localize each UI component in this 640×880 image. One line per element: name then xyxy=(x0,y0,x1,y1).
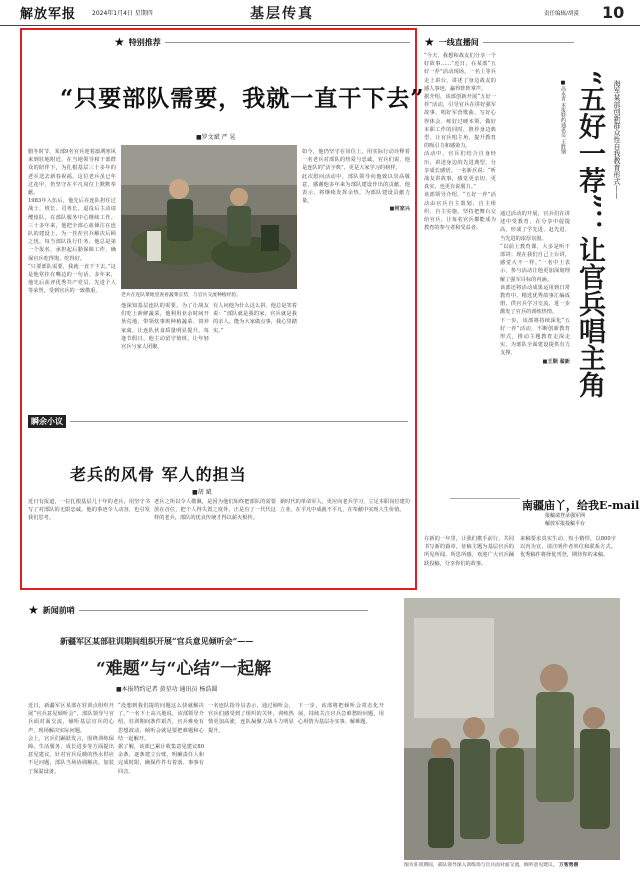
feature-column-2 xyxy=(121,302,209,410)
column-tag-news xyxy=(28,602,368,618)
column-tag-right xyxy=(424,34,574,50)
star-icon: ★ xyxy=(28,603,39,617)
feature-column-4 xyxy=(302,148,410,410)
paragraph: 新时代的革命军人，更应向老兵学习，立足本职岗位建功立业，在平凡中成就不平凡，在奉献中实现人生价值。 xyxy=(280,499,410,514)
star-icon: ★ xyxy=(114,35,125,49)
section-title: 基层传真 xyxy=(250,6,314,22)
divider xyxy=(79,610,368,611)
soldiers-photo-illustration xyxy=(404,598,620,860)
feature-column-3 xyxy=(213,302,297,410)
soldier-photo-illustration xyxy=(121,145,297,289)
paragraph: 该部还将活动成果运用到日常教育中，精选优秀故事汇编成册，供官兵学习交流，进一步激发了官兵的训练热情。 xyxy=(500,284,570,316)
right-lower-column-1 xyxy=(424,535,514,595)
vertical-byline: ■高永青 本报特约通讯员 王胜钢 xyxy=(560,80,566,155)
news-column-2 xyxy=(118,702,204,872)
news-column-1 xyxy=(28,702,114,872)
masthead: 解放军报 xyxy=(20,7,77,22)
right-lower-column-2 xyxy=(520,535,616,595)
paragraph: 腊冬时节，某部9名官兵迎着凛冽寒风来到驻地附近，在当地领导和干部群众的陪伴下，为扎根基层三十多年的老兵送去新春祝福。这位老兵虽已年过花甲，仍坚守在平凡岗位上默默奉献。 xyxy=(28,149,116,197)
paragraph: 他深知基层连队的需要。为了让战友们吃上新鲜蔬菜，他利用业余时间开垦荒地，带领炊事班种植蔬菜、饲养家禽，让连队伙食质量明显提升。每逢节假日，他主动留守值班，让年轻官兵与家人团聚。 xyxy=(121,303,209,351)
paragraph: 来稿要求真实生动、短小精悍，以800字以内为宜，请注明作者单位和联系方式。优秀稿件将择优刊登，期待你的来稿。 xyxy=(520,536,616,559)
editor-credit: 责任编辑/胡漠 xyxy=(544,11,579,17)
sub-headline: 老兵的风骨 军人的担当 xyxy=(70,465,247,484)
sub-column-3 xyxy=(280,498,410,584)
column-tag-label: 新闻前哨 xyxy=(42,605,75,615)
paragraph: 活动中，官兵们结合自身经历，讲述身边的先进典型，分享成长感悟。一名新兵说：“听战友讲故事，感觉更亲切、更真实，也更有说服力。” xyxy=(424,151,496,191)
paragraph: 该部领导介绍，“五好一荐”活动由官兵自主策划、自主组织、自主实施，坚持把舞台交给官兵，让每名官兵都能成为教育的参与者和受益者。 xyxy=(424,192,496,232)
paragraph: 有人问他为什么这么拼，他总是笑着说：“部队就是我的家，官兵就是我的亲人。能为大家做点事，我心里踏实。” xyxy=(213,303,297,334)
news-column-3 xyxy=(208,702,294,872)
news-photo xyxy=(404,598,620,860)
paragraph: 据介绍，该部创新开展“五好一荐”活动，引导官兵在讲好强军故事、唱好军营歌曲、写好心得体会、练好过硬本领、做好本职工作的同时，推荐身边典型，让官兵唱主角，提升教育的吸引力和感染力。 xyxy=(424,94,496,150)
sub-column-1 xyxy=(28,498,150,584)
sub-column-2 xyxy=(154,498,276,584)
author-note: ■何家兴 xyxy=(389,206,410,213)
news-photo-caption xyxy=(404,862,620,869)
paragraph: “今天，我想和战友们分享一个好故事……”近日，在某部“五好一荐”活动现场，一名上等兵走上讲台，讲述了身边战友的感人事迹，赢得阵阵掌声。 xyxy=(424,53,496,92)
paragraph: “以前上教育课，大多是听干部讲；现在我们自己上台讲，感觉大不一样。”一名中士表示，参与活动让他更加深刻理解了强军目标的内涵。 xyxy=(500,243,570,283)
paragraph: “没想到我们提的问题这么快就解决了。”一名下士高兴地说。该部领导介绍，驻训期间条件艰苦，官兵难免有思想波动，倾听会就是要把难题和心结一起解开。 xyxy=(118,703,204,742)
sub-byline: ■胡 斌 xyxy=(192,489,212,496)
paragraph: 如今，他仍坚守在岗位上，用实际行动诠释着一名老兵对部队的热爱与忠诚。官兵们说，他是连队的“活字典”，更是大家学习的榜样。 xyxy=(302,149,410,172)
divider xyxy=(165,42,410,43)
paragraph: 在新的一年里，让我们携手前行，共同书写新的篇章。征稿主题为基层官兵的所见所闻、所思所感，欢迎广大官兵踊跃投稿，分享你们的故事。 xyxy=(424,536,514,567)
email-caption: 报稿请登录强军网 解放军报投稿平台 xyxy=(544,513,585,527)
feature-photo xyxy=(121,145,297,289)
paragraph: 老兵之所以令人敬佩，是因为他们始终把部队的需要放在首位，把个人得失置之度外。正是有了一代代这样的老兵，部队的优良传统才得以薪火相传。 xyxy=(154,499,276,522)
right-column-1 xyxy=(424,52,496,492)
column-tag-feature xyxy=(114,34,410,50)
email-banner: 南疆庙丫，给我E-mail xyxy=(522,499,640,512)
paragraph: 近日有报道，一位扎根基层几十年的老兵，用坚守书写了对部队的无限忠诚。他的事迹令人动容，也引发我们思考。 xyxy=(28,499,150,522)
photo-caption: 老兵在连队菜地里查看蔬菜长势，与官兵交流种植经验。 xyxy=(121,293,241,298)
paragraph: 会上，官兵们踊跃发言，围绕训练保障、生活服务、成长进步等方面提出意见建议。针对官兵反映的热水供应不足问题，部队当场协调解决，加装了保温设备。 xyxy=(28,735,114,775)
divider xyxy=(450,498,520,510)
paragraph: 下一步，该部将把倾听会常态化开展，持续关注官兵急难愁盼问题，用心用情为基层办实事、解难题。 xyxy=(298,703,384,726)
paragraph: 下一步，该部将持续深化“五好一荐”活动，不断创新教育形式，推动主题教育走深走实，为部队全面建设提供有力支撑。 xyxy=(500,317,570,357)
feature-column-1 xyxy=(28,148,116,410)
news-byline: ■本报特约记者 黄星功 通讯员 杨浩圆 xyxy=(116,686,218,693)
column-tag-sub xyxy=(28,413,408,429)
divider xyxy=(70,421,408,422)
star-icon: ★ xyxy=(424,35,435,49)
paragraph: 一名连队指导员表示，通过倾听会，官兵们感受到了组织的关怀，训练热情更加高涨，连队凝聚力战斗力明显提升。 xyxy=(208,703,294,734)
column-tag-label: 瞬余小议 xyxy=(28,415,66,428)
paragraph: 据了解，该部已累计收集意见建议80余条，逐条建立台账，明确责任人和完成时限，确保件件有着落、事事有回音。 xyxy=(118,744,204,775)
paragraph: 近日，新疆军区某部在驻训点组织开展“官兵意见倾听会”，部队领导与官兵面对面交流，倾听基层官兵的心声，现场解决实际问题。 xyxy=(28,703,114,734)
caption-text: 图为驻训期间，部队领导深入训练场与官兵面对面交流，倾听意见建议。 xyxy=(404,863,558,868)
vertical-kicker: 海军某部创新群众性自我教育形式—— xyxy=(613,80,621,199)
right-column-2 xyxy=(500,210,570,492)
photo-credit: 万智勇摄 xyxy=(559,863,579,868)
feature-byline: ■罗文斌 严 晃 xyxy=(196,134,236,141)
feature-headline: “只要部队需要，我就一直干下去” xyxy=(60,85,425,112)
paragraph: 此次慰问活动中，部队领导向他致以崇高敬意，感谢他多年来为部队建设作出的贡献。他表示，将继续发挥余热，为部队建设贡献力量。 xyxy=(302,173,410,205)
divider xyxy=(483,42,574,43)
paragraph: 1983年入伍后，他先后在连队担任过战士、班长、司务长，退役后主动请缨留队，在部队服务中心继续工作。三十多年来，他把全部心血倾注在连队的建设上，为一茬茬官兵解决后顾之忧。每当部队执行任务，他总是第一个报名，承担起后勤保障工作，确保官兵吃得饱、吃得好。 xyxy=(28,198,116,262)
issue-date: 2024年1月4日 星期四 xyxy=(92,10,153,17)
vertical-headline: “五好一荐”：让官兵唱主角 xyxy=(574,70,605,399)
news-kicker: 新疆军区某部驻训期间组织开展“官兵意见倾听会”—— xyxy=(60,636,254,646)
page-header xyxy=(0,0,640,26)
news-column-4 xyxy=(298,702,384,872)
column-tag-label: 特别推荐 xyxy=(128,37,161,47)
author-note: ■王顺 翟新 xyxy=(542,358,570,365)
paragraph: “只要部队需要，我就一直干下去。”这是他常挂在嘴边的一句话。多年来，他先后获评优秀共产党员、先进个人等荣誉，受到官兵的一致敬重。 xyxy=(28,263,116,295)
news-headline: “难题”与“心结”一起解 xyxy=(96,659,272,679)
paragraph: 通过活动的开展，官兵们在讲述中受教育、在分享中促提高，形成了学先进、赶先进、当先进的浓厚氛围。 xyxy=(500,211,570,242)
page-number: 10 xyxy=(602,3,625,22)
column-tag-label: 一线直播间 xyxy=(438,37,479,47)
